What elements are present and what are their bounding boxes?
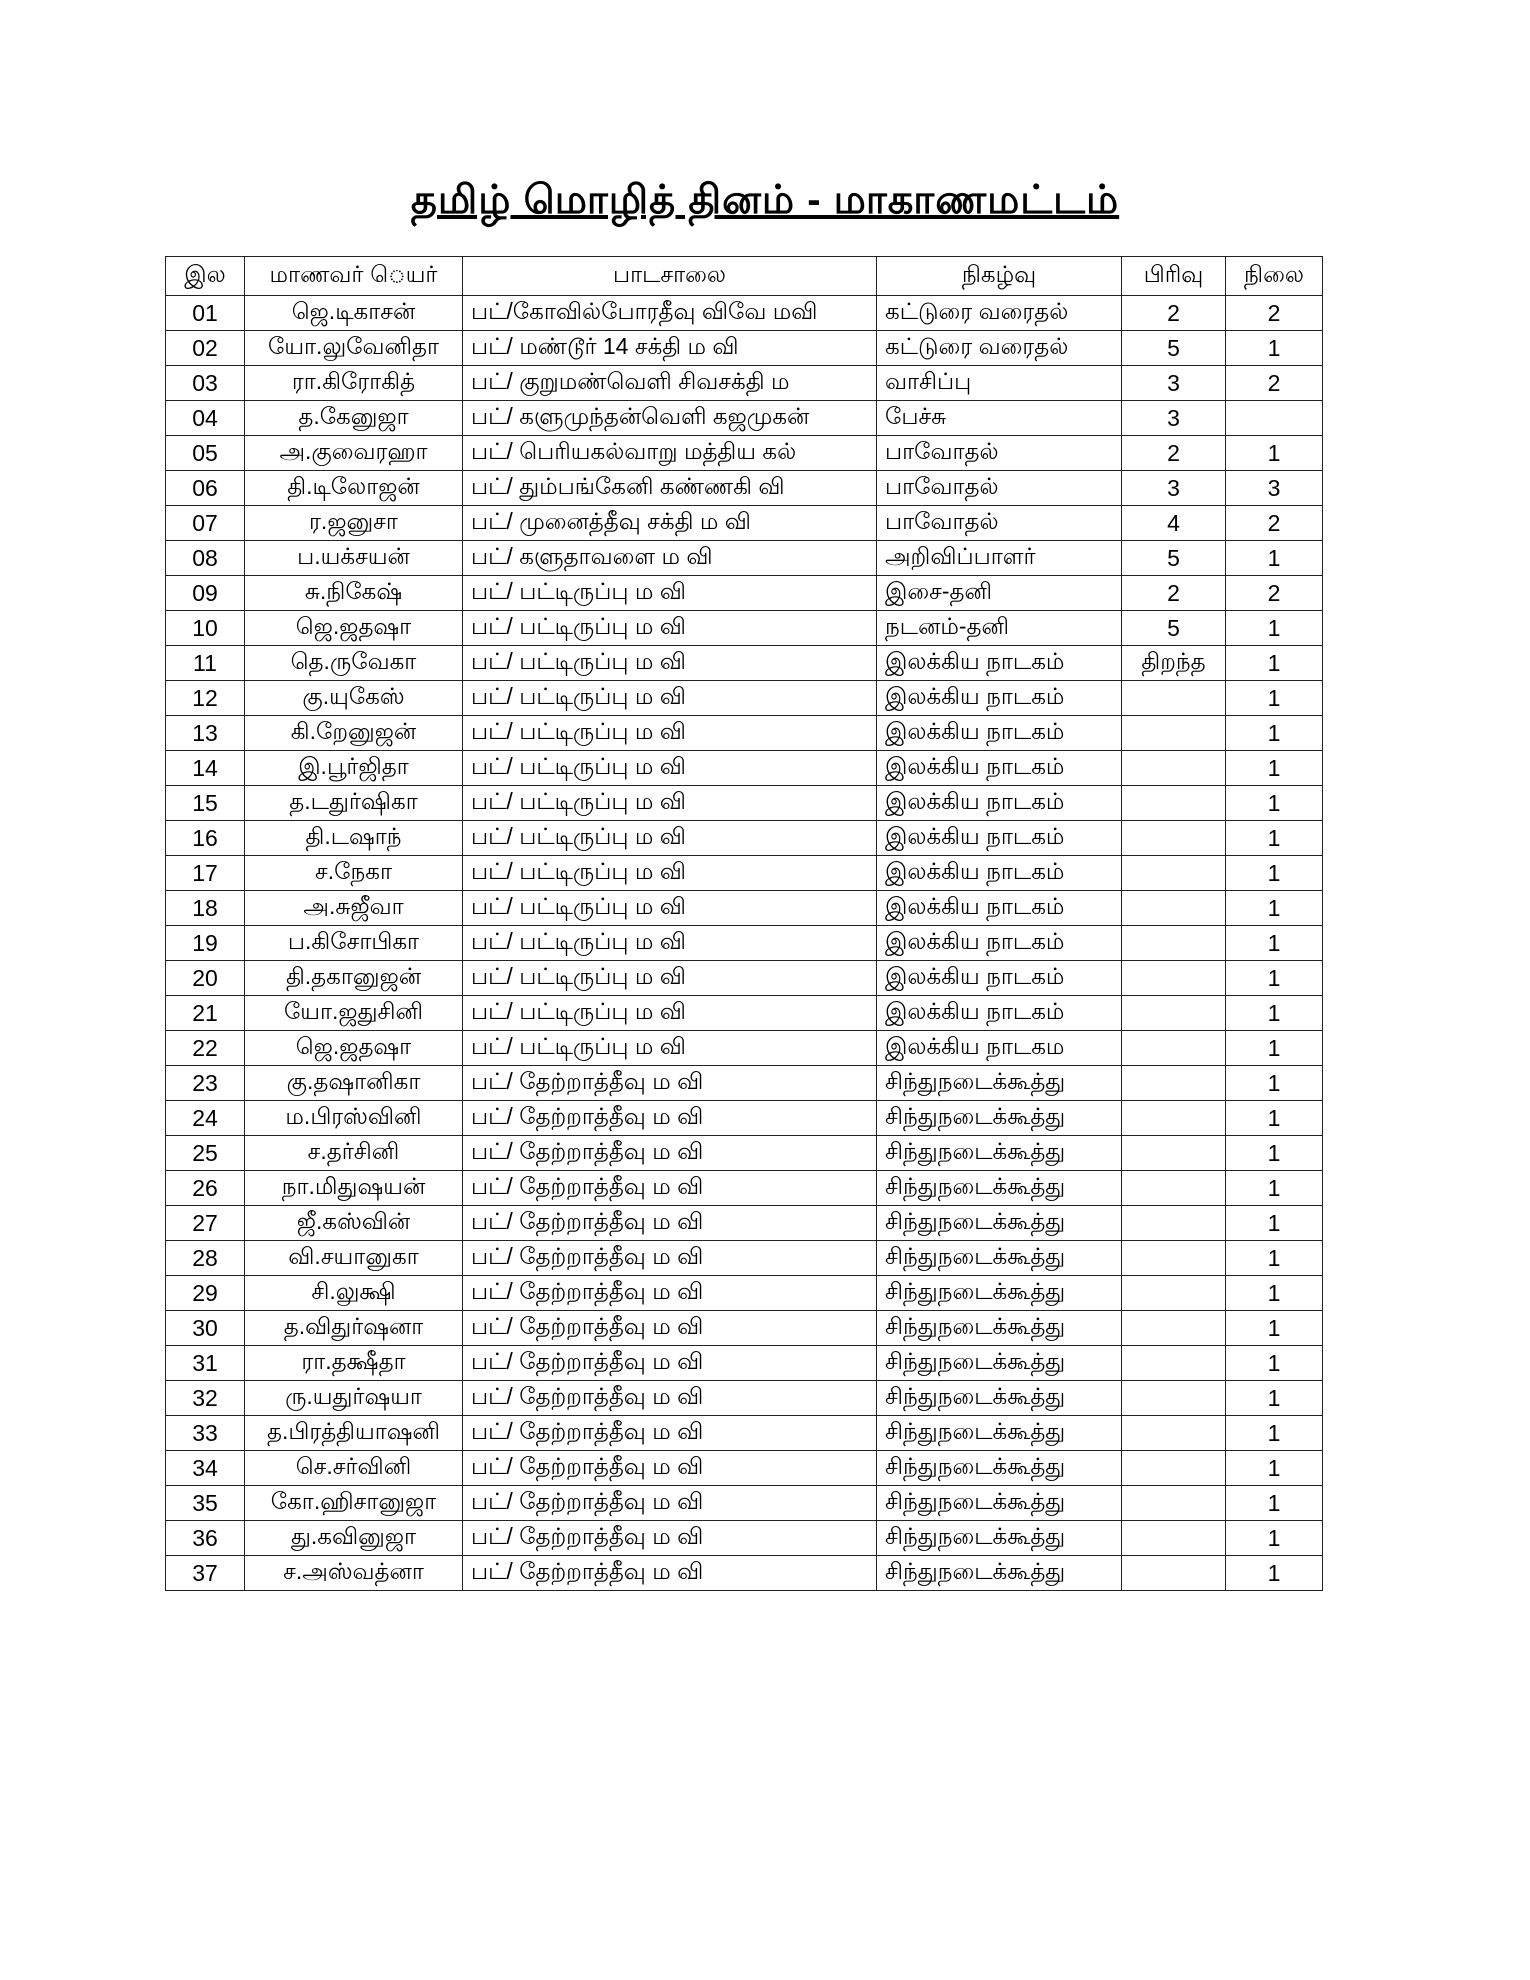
- cell-division: [1122, 1206, 1226, 1241]
- cell-event: சிந்துநடைக்கூத்து: [877, 1066, 1122, 1101]
- cell-division: [1122, 1381, 1226, 1416]
- cell-event: இலக்கிய நாடகம்: [877, 751, 1122, 786]
- cell-division: [1122, 1241, 1226, 1276]
- header-division: பிரிவு: [1122, 257, 1226, 296]
- cell-row-no: 22: [166, 1031, 245, 1066]
- table-row: [166, 786, 1323, 821]
- cell-school: பட்/ பட்டிருப்பு ம வி: [463, 961, 877, 996]
- cell-rank: 1: [1226, 1066, 1323, 1101]
- cell-row-no: 25: [166, 1136, 245, 1171]
- cell-student-name: தி.டஷாந்: [245, 821, 463, 856]
- cell-rank: 1: [1226, 1276, 1323, 1311]
- table-row: [166, 1101, 1323, 1136]
- cell-event: பாவோதல்: [877, 471, 1122, 506]
- cell-division: 4: [1122, 506, 1226, 541]
- cell-school: பட்/ களுமுந்தன்வெளி கஜமுகன்: [463, 401, 877, 436]
- cell-rank: 2: [1226, 366, 1323, 401]
- cell-division: [1122, 1171, 1226, 1206]
- cell-rank: 1: [1226, 1451, 1323, 1486]
- cell-school: பட்/ முனைத்தீவு சக்தி ம வி: [463, 506, 877, 541]
- table-row: [166, 856, 1323, 891]
- cell-row-no: 06: [166, 471, 245, 506]
- results-table: [165, 256, 1323, 1591]
- cell-rank: 1: [1226, 716, 1323, 751]
- cell-row-no: 14: [166, 751, 245, 786]
- cell-row-no: 30: [166, 1311, 245, 1346]
- cell-event: பாவோதல்: [877, 436, 1122, 471]
- cell-student-name: நா.மிதுஷயன்: [245, 1171, 463, 1206]
- cell-school: பட்/ களுதாவளை ம வி: [463, 541, 877, 576]
- cell-division: [1122, 1311, 1226, 1346]
- header-row: [166, 257, 1323, 296]
- cell-division: [1122, 961, 1226, 996]
- cell-student-name: யோ.ஜதுசினி: [245, 996, 463, 1031]
- cell-student-name: செ.சர்வினி: [245, 1451, 463, 1486]
- cell-student-name: த.பிரத்தியாஷனி: [245, 1416, 463, 1451]
- cell-student-name: வி.சயானுகா: [245, 1241, 463, 1276]
- cell-division: 2: [1122, 436, 1226, 471]
- cell-school: பட்/ மண்டூர் 14 சக்தி ம வி: [463, 331, 877, 366]
- document-title: தமிழ் மொழித் தினம் - மாகாணமட்டம்: [410, 178, 1120, 222]
- cell-school: பட்/ பட்டிருப்பு ம வி: [463, 891, 877, 926]
- table-row: [166, 1241, 1323, 1276]
- table-row: [166, 1276, 1323, 1311]
- cell-school: பட்/ பட்டிருப்பு ம வி: [463, 611, 877, 646]
- cell-row-no: 29: [166, 1276, 245, 1311]
- cell-student-name: யோ.லுவேனிதா: [245, 331, 463, 366]
- table-row: [166, 716, 1323, 751]
- cell-rank: 1: [1226, 1311, 1323, 1346]
- cell-school: பட்/ பட்டிருப்பு ம வி: [463, 646, 877, 681]
- cell-school: பட்/ பட்டிருப்பு ம வி: [463, 996, 877, 1031]
- cell-student-name: ப.யக்சயன்: [245, 541, 463, 576]
- cell-event: சிந்துநடைக்கூத்து: [877, 1381, 1122, 1416]
- cell-rank: 1: [1226, 541, 1323, 576]
- cell-event: இலக்கிய நாடகம்: [877, 716, 1122, 751]
- cell-division: 2: [1122, 296, 1226, 331]
- cell-rank: 1: [1226, 1101, 1323, 1136]
- cell-student-name: கு.தஷானிகா: [245, 1066, 463, 1101]
- cell-school: பட்/ பட்டிருப்பு ம வி: [463, 821, 877, 856]
- cell-division: [1122, 1031, 1226, 1066]
- cell-event: இலக்கிய நாடகம்: [877, 856, 1122, 891]
- cell-rank: 1: [1226, 611, 1323, 646]
- cell-school: பட்/ பட்டிருப்பு ம வி: [463, 576, 877, 611]
- cell-division: [1122, 1556, 1226, 1591]
- cell-rank: 1: [1226, 1171, 1323, 1206]
- table-row: [166, 751, 1323, 786]
- cell-event: இசை-தனி: [877, 576, 1122, 611]
- cell-school: பட்/ பட்டிருப்பு ம வி: [463, 681, 877, 716]
- cell-school: பட்/ பட்டிருப்பு ம வி: [463, 926, 877, 961]
- cell-rank: 1: [1226, 856, 1323, 891]
- cell-division: [1122, 1276, 1226, 1311]
- cell-row-no: 08: [166, 541, 245, 576]
- cell-division: [1122, 1451, 1226, 1486]
- table-row: [166, 1451, 1323, 1486]
- table-row: [166, 541, 1323, 576]
- cell-student-name: ப.கிசோபிகா: [245, 926, 463, 961]
- cell-school: பட்/ தேற்றாத்தீவு ம வி: [463, 1346, 877, 1381]
- cell-division: [1122, 751, 1226, 786]
- cell-rank: 1: [1226, 996, 1323, 1031]
- cell-division: [1122, 1486, 1226, 1521]
- cell-school: பட்/ தேற்றாத்தீவு ம வி: [463, 1451, 877, 1486]
- header-student-name: மாணவர் ெயர்: [245, 257, 463, 296]
- cell-school: பட்/ பட்டிருப்பு ம வி: [463, 856, 877, 891]
- cell-rank: 2: [1226, 576, 1323, 611]
- cell-student-name: து.கவினுஜா: [245, 1521, 463, 1556]
- cell-rank: 1: [1226, 926, 1323, 961]
- cell-division: 3: [1122, 366, 1226, 401]
- cell-event: பேச்சு: [877, 401, 1122, 436]
- cell-row-no: 34: [166, 1451, 245, 1486]
- cell-event: இலக்கிய நாடகம்: [877, 646, 1122, 681]
- cell-event: இலக்கிய நாடகம்: [877, 961, 1122, 996]
- cell-rank: 1: [1226, 1136, 1323, 1171]
- table-row: [166, 506, 1323, 541]
- cell-student-name: சு.நிகேஷ்: [245, 576, 463, 611]
- cell-division: 5: [1122, 331, 1226, 366]
- cell-row-no: 33: [166, 1416, 245, 1451]
- cell-school: பட்/கோவில்போரதீவு விவே மவி: [463, 296, 877, 331]
- cell-rank: 1: [1226, 1486, 1323, 1521]
- cell-student-name: கு.யுகேஸ்: [245, 681, 463, 716]
- cell-row-no: 20: [166, 961, 245, 996]
- cell-rank: 1: [1226, 1346, 1323, 1381]
- table-row: [166, 611, 1323, 646]
- cell-student-name: ச.தர்சினி: [245, 1136, 463, 1171]
- cell-event: இலக்கிய நாடகம்: [877, 821, 1122, 856]
- cell-rank: 1: [1226, 1206, 1323, 1241]
- table-row: [166, 1311, 1323, 1346]
- cell-division: [1122, 716, 1226, 751]
- cell-rank: 1: [1226, 1381, 1323, 1416]
- cell-event: சிந்துநடைக்கூத்து: [877, 1486, 1122, 1521]
- cell-school: பட்/ தும்பங்கேனி கண்ணகி வி: [463, 471, 877, 506]
- table-row: [166, 1346, 1323, 1381]
- cell-row-no: 21: [166, 996, 245, 1031]
- cell-rank: 1: [1226, 961, 1323, 996]
- cell-event: சிந்துநடைக்கூத்து: [877, 1556, 1122, 1591]
- table-row: [166, 681, 1323, 716]
- cell-row-no: 05: [166, 436, 245, 471]
- cell-division: 5: [1122, 541, 1226, 576]
- table-row: [166, 1416, 1323, 1451]
- cell-event: நடனம்-தனி: [877, 611, 1122, 646]
- cell-student-name: ஜெ.ஜதஷா: [245, 611, 463, 646]
- cell-rank: 1: [1226, 786, 1323, 821]
- cell-division: [1122, 1101, 1226, 1136]
- cell-division: [1122, 926, 1226, 961]
- cell-school: பட்/ தேற்றாத்தீவு ம வி: [463, 1171, 877, 1206]
- cell-school: பட்/ தேற்றாத்தீவு ம வி: [463, 1556, 877, 1591]
- cell-event: சிந்துநடைக்கூத்து: [877, 1171, 1122, 1206]
- cell-row-no: 31: [166, 1346, 245, 1381]
- cell-student-name: ச.நேகா: [245, 856, 463, 891]
- cell-division: [1122, 821, 1226, 856]
- cell-school: பட்/ தேற்றாத்தீவு ம வி: [463, 1486, 877, 1521]
- table-row: [166, 471, 1323, 506]
- cell-student-name: த.விதுர்ஷனா: [245, 1311, 463, 1346]
- cell-division: [1122, 1521, 1226, 1556]
- cell-row-no: 12: [166, 681, 245, 716]
- cell-division: [1122, 1416, 1226, 1451]
- cell-student-name: த.டதுர்ஷிகா: [245, 786, 463, 821]
- table-row: [166, 1171, 1323, 1206]
- cell-event: சிந்துநடைக்கூத்து: [877, 1311, 1122, 1346]
- cell-rank: 1: [1226, 1241, 1323, 1276]
- cell-event: கட்டுரை வரைதல்: [877, 331, 1122, 366]
- cell-student-name: ம.பிரஸ்வினி: [245, 1101, 463, 1136]
- table-row: [166, 436, 1323, 471]
- cell-rank: 1: [1226, 751, 1323, 786]
- cell-event: சிந்துநடைக்கூத்து: [877, 1416, 1122, 1451]
- cell-row-no: 36: [166, 1521, 245, 1556]
- table-row: [166, 821, 1323, 856]
- table-row: [166, 576, 1323, 611]
- table-row: [166, 296, 1323, 331]
- table-row: [166, 1066, 1323, 1101]
- cell-division: [1122, 996, 1226, 1031]
- cell-event: சிந்துநடைக்கூத்து: [877, 1451, 1122, 1486]
- cell-rank: 1: [1226, 436, 1323, 471]
- cell-school: பட்/ தேற்றாத்தீவு ம வி: [463, 1521, 877, 1556]
- cell-row-no: 15: [166, 786, 245, 821]
- table-row: [166, 1206, 1323, 1241]
- table-row: [166, 331, 1323, 366]
- table-row: [166, 366, 1323, 401]
- header-event: நிகழ்வு: [877, 257, 1122, 296]
- cell-row-no: 35: [166, 1486, 245, 1521]
- table-row: [166, 646, 1323, 681]
- cell-rank: 1: [1226, 681, 1323, 716]
- cell-rank: [1226, 401, 1323, 436]
- cell-division: [1122, 856, 1226, 891]
- table-row: [166, 401, 1323, 436]
- cell-rank: 1: [1226, 646, 1323, 681]
- table-row: [166, 996, 1323, 1031]
- cell-division: [1122, 786, 1226, 821]
- cell-student-name: த.கேனுஜா: [245, 401, 463, 436]
- cell-school: பட்/ தேற்றாத்தீவு ம வி: [463, 1066, 877, 1101]
- cell-division: 5: [1122, 611, 1226, 646]
- cell-event: அறிவிப்பாளர்: [877, 541, 1122, 576]
- cell-division: 3: [1122, 471, 1226, 506]
- cell-school: பட்/ தேற்றாத்தீவு ம வி: [463, 1241, 877, 1276]
- cell-event: வாசிப்பு: [877, 366, 1122, 401]
- cell-division: [1122, 891, 1226, 926]
- cell-event: சிந்துநடைக்கூத்து: [877, 1206, 1122, 1241]
- cell-row-no: 23: [166, 1066, 245, 1101]
- cell-student-name: ச.அஸ்வத்னா: [245, 1556, 463, 1591]
- cell-division: [1122, 1136, 1226, 1171]
- cell-event: இலக்கிய நாடகம்: [877, 786, 1122, 821]
- cell-row-no: 11: [166, 646, 245, 681]
- table-row: [166, 1031, 1323, 1066]
- cell-student-name: தெ.ருவேகா: [245, 646, 463, 681]
- cell-row-no: 16: [166, 821, 245, 856]
- cell-school: பட்/ தேற்றாத்தீவு ம வி: [463, 1381, 877, 1416]
- cell-school: பட்/ பட்டிருப்பு ம வி: [463, 751, 877, 786]
- cell-school: பட்/ தேற்றாத்தீவு ம வி: [463, 1276, 877, 1311]
- cell-student-name: ரா.தக்ஷீதா: [245, 1346, 463, 1381]
- cell-event: சிந்துநடைக்கூத்து: [877, 1276, 1122, 1311]
- cell-row-no: 10: [166, 611, 245, 646]
- cell-event: சிந்துநடைக்கூத்து: [877, 1521, 1122, 1556]
- cell-school: பட்/ பட்டிருப்பு ம வி: [463, 1031, 877, 1066]
- cell-row-no: 03: [166, 366, 245, 401]
- cell-rank: 2: [1226, 506, 1323, 541]
- header-rank: நிலை: [1226, 257, 1323, 296]
- cell-student-name: ஜெ.டிகாசன்: [245, 296, 463, 331]
- cell-school: பட்/ தேற்றாத்தீவு ம வி: [463, 1101, 877, 1136]
- cell-school: பட்/ பெரியகல்வாறு மத்திய கல்: [463, 436, 877, 471]
- cell-student-name: ர.ஜனுசா: [245, 506, 463, 541]
- cell-student-name: ஜெ.ஜதஷா: [245, 1031, 463, 1066]
- cell-event: சிந்துநடைக்கூத்து: [877, 1101, 1122, 1136]
- cell-student-name: ஜீ.கஸ்வின்: [245, 1206, 463, 1241]
- table-row: [166, 1521, 1323, 1556]
- table-row: [166, 1486, 1323, 1521]
- cell-row-no: 04: [166, 401, 245, 436]
- cell-student-name: தி.டிலோஜன்: [245, 471, 463, 506]
- cell-row-no: 09: [166, 576, 245, 611]
- cell-event: சிந்துநடைக்கூத்து: [877, 1241, 1122, 1276]
- cell-division: [1122, 1346, 1226, 1381]
- cell-event: இலக்கிய நாடகம்: [877, 996, 1122, 1031]
- table-row: [166, 1136, 1323, 1171]
- cell-division: [1122, 1066, 1226, 1101]
- cell-event: கட்டுரை வரைதல்: [877, 296, 1122, 331]
- cell-rank: 2: [1226, 296, 1323, 331]
- cell-school: பட்/ பட்டிருப்பு ம வி: [463, 786, 877, 821]
- cell-student-name: இ.பூர்ஜிதா: [245, 751, 463, 786]
- cell-event: இலக்கிய நாடகம: [877, 1031, 1122, 1066]
- cell-rank: 1: [1226, 1031, 1323, 1066]
- cell-row-no: 18: [166, 891, 245, 926]
- cell-rank: 3: [1226, 471, 1323, 506]
- cell-row-no: 26: [166, 1171, 245, 1206]
- cell-student-name: கோ.ஹிசானுஜா: [245, 1486, 463, 1521]
- cell-school: பட்/ தேற்றாத்தீவு ம வி: [463, 1206, 877, 1241]
- cell-student-name: அ.சுஜீவா: [245, 891, 463, 926]
- cell-row-no: 27: [166, 1206, 245, 1241]
- cell-student-name: ரா.கிரோகித்: [245, 366, 463, 401]
- cell-student-name: அ.குவைரஹா: [245, 436, 463, 471]
- cell-row-no: 17: [166, 856, 245, 891]
- cell-event: இலக்கிய நாடகம்: [877, 681, 1122, 716]
- cell-row-no: 37: [166, 1556, 245, 1591]
- cell-student-name: கி.றேனுஜன்: [245, 716, 463, 751]
- cell-event: பாவோதல்: [877, 506, 1122, 541]
- table-row: [166, 1556, 1323, 1591]
- cell-division: திறந்த: [1122, 646, 1226, 681]
- cell-rank: 1: [1226, 891, 1323, 926]
- cell-rank: 1: [1226, 1416, 1323, 1451]
- cell-school: பட்/ குறுமண்வெளி சிவசக்தி ம: [463, 366, 877, 401]
- cell-division: 2: [1122, 576, 1226, 611]
- header-school: பாடசாலை: [463, 257, 877, 296]
- cell-row-no: 19: [166, 926, 245, 961]
- header-no: இல: [166, 257, 245, 296]
- cell-rank: 1: [1226, 1556, 1323, 1591]
- cell-row-no: 01: [166, 296, 245, 331]
- cell-row-no: 24: [166, 1101, 245, 1136]
- cell-event: இலக்கிய நாடகம்: [877, 891, 1122, 926]
- table-row: [166, 1381, 1323, 1416]
- table-row: [166, 891, 1323, 926]
- cell-school: பட்/ தேற்றாத்தீவு ம வி: [463, 1311, 877, 1346]
- cell-student-name: தி.தகானுஜன்: [245, 961, 463, 996]
- cell-school: பட்/ பட்டிருப்பு ம வி: [463, 716, 877, 751]
- cell-event: சிந்துநடைக்கூத்து: [877, 1136, 1122, 1171]
- cell-division: 3: [1122, 401, 1226, 436]
- table-row: [166, 926, 1323, 961]
- cell-rank: 1: [1226, 1521, 1323, 1556]
- cell-division: [1122, 681, 1226, 716]
- cell-student-name: ரு.யதுர்ஷயா: [245, 1381, 463, 1416]
- cell-rank: 1: [1226, 821, 1323, 856]
- cell-row-no: 02: [166, 331, 245, 366]
- cell-event: இலக்கிய நாடகம்: [877, 926, 1122, 961]
- cell-student-name: சி.லுக்ஷி: [245, 1276, 463, 1311]
- cell-school: பட்/ தேற்றாத்தீவு ம வி: [463, 1136, 877, 1171]
- cell-row-no: 32: [166, 1381, 245, 1416]
- cell-school: பட்/ தேற்றாத்தீவு ம வி: [463, 1416, 877, 1451]
- cell-rank: 1: [1226, 331, 1323, 366]
- table-row: [166, 961, 1323, 996]
- cell-row-no: 13: [166, 716, 245, 751]
- cell-event: சிந்துநடைக்கூத்து: [877, 1346, 1122, 1381]
- cell-row-no: 28: [166, 1241, 245, 1276]
- cell-row-no: 07: [166, 506, 245, 541]
